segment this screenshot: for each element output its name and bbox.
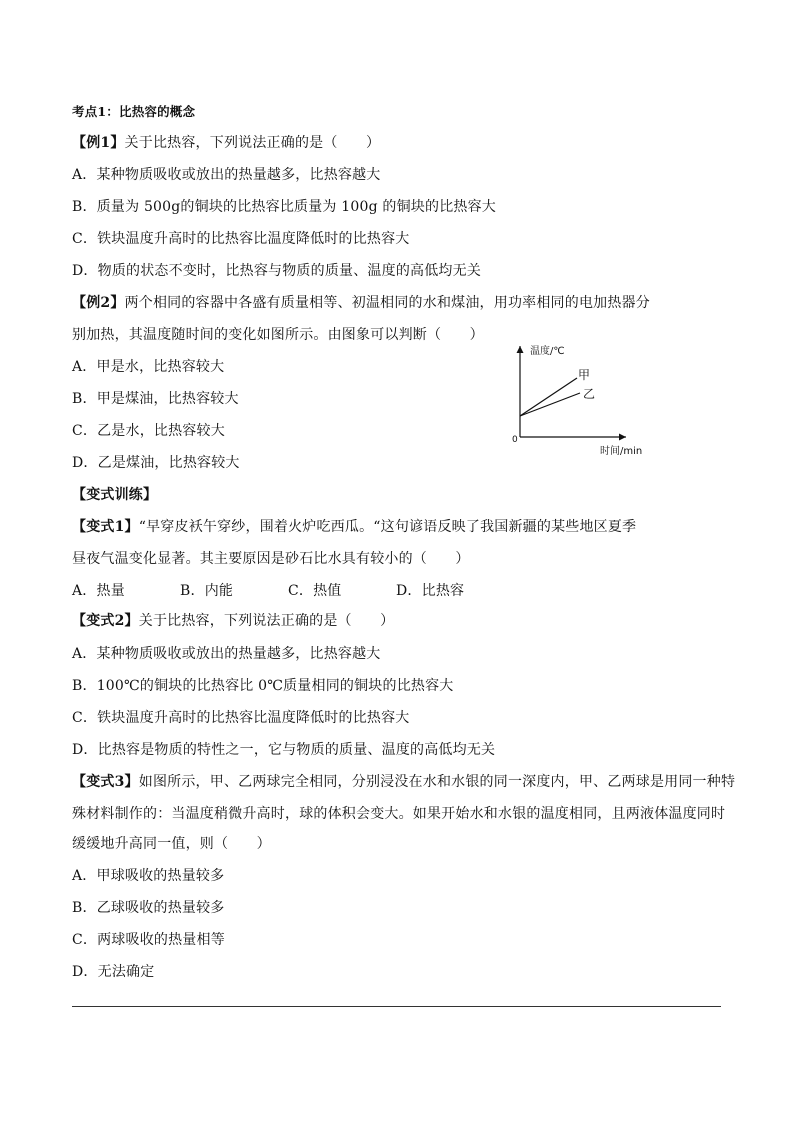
var3-option-c: C．两球吸收的热量相等 bbox=[72, 932, 225, 948]
var2-option-b: B．100℃的铜块的比热容比 0℃质量相同的铜块的比热容大 bbox=[72, 678, 454, 694]
ex1-option-a: A．某种物质吸收或放出的热量越多，比热容越大 bbox=[72, 167, 381, 183]
y-axis-label: 温度/℃ bbox=[530, 346, 565, 357]
ex2-option-b: B．甲是煤油，比热容较大 bbox=[72, 391, 239, 407]
ex1-option-b: B．质量为 500g的铜块的比热容比质量为 100g 的铜块的比热容大 bbox=[72, 199, 497, 215]
temperature-time-graph bbox=[500, 340, 660, 460]
ex1-label: 【例1】 bbox=[72, 135, 125, 151]
ex2-question-line2: 别加热，其温度随时间的变化如图所示。由图象可以判断（ ） bbox=[72, 327, 484, 343]
section-heading: 考点1：比热容的概念 bbox=[72, 104, 196, 119]
footer-divider bbox=[72, 1006, 721, 1007]
var1-question-text: “早穿皮袄午穿纱，围着火炉吃西瓜。“这句谚语反映了我国新疆的某些地区夏季 bbox=[138, 519, 637, 535]
var1-label: 【变式1】 bbox=[72, 519, 139, 535]
x-axis-label: 时间/min bbox=[600, 446, 643, 457]
var2-option-d: D．比热容是物质的特性之一，它与物质的质量、温度的高低均无关 bbox=[72, 742, 496, 758]
var3-question-line2: 殊材料制作的：当温度稍微升高时，球的体积会变大。如果开始水和水银的温度相同，且两液体温度同时 bbox=[72, 806, 726, 822]
var2-question-text: 关于比热容，下列说法正确的是（ ） bbox=[138, 613, 395, 629]
var3-question-text: 如图所示，甲、乙两球完全相同，分别浸没在水和水银的同一深度内，甲、乙两球是用同一种特 bbox=[138, 774, 736, 790]
var3-question-line3: 缓缓地升高同一值，则（ ） bbox=[72, 836, 271, 852]
var2-option-c: C．铁块温度升高时的比热容比温度降低时的比热容大 bbox=[72, 710, 410, 726]
ex1-option-d: D．物质的状态不变时，比热容与物质的质量、温度的高低均无关 bbox=[72, 263, 482, 279]
line-jia-label: 甲 bbox=[578, 368, 591, 382]
var1-question-line2: 昼夜气温变化显著。其主要原因是砂石比水具有较小的（ ） bbox=[72, 551, 470, 567]
ex2-option-c: C．乙是水，比热容较大 bbox=[72, 423, 225, 439]
var1-options bbox=[72, 581, 464, 601]
var3-question-line1 bbox=[72, 772, 735, 792]
var1-question-line1 bbox=[72, 517, 636, 537]
var1-option-a: A．热量 bbox=[72, 583, 125, 599]
var2-question bbox=[72, 611, 394, 631]
var3-option-a: A．甲球吸收的热量较多 bbox=[72, 868, 225, 884]
ex2-label: 【例2】 bbox=[72, 295, 125, 311]
ex2-question-text: 两个相同的容器中各盛有质量相等、初温相同的水和煤油，用功率相同的电加热器分 bbox=[124, 295, 650, 311]
line-yi-label: 乙 bbox=[583, 387, 596, 401]
ex2-option-a: A．甲是水，比热容较大 bbox=[72, 359, 225, 375]
practice-heading: 【变式训练】 bbox=[72, 487, 158, 503]
origin-label: 0 bbox=[512, 435, 518, 445]
ex1-option-c: C．铁块温度升高时的比热容比温度降低时的比热容大 bbox=[72, 231, 410, 247]
var2-option-a: A．某种物质吸收或放出的热量越多，比热容越大 bbox=[72, 646, 381, 662]
ex1-question bbox=[72, 133, 380, 153]
var3-option-d: D．无法确定 bbox=[72, 964, 155, 980]
ex1-question-text: 关于比热容，下列说法正确的是（ ） bbox=[124, 135, 381, 151]
var1-option-d: D．比热容 bbox=[396, 583, 465, 599]
var1-option-c: C．热值 bbox=[288, 583, 342, 599]
var3-option-b: B．乙球吸收的热量较多 bbox=[72, 900, 225, 916]
ex2-option-d: D．乙是煤油，比热容较大 bbox=[72, 455, 240, 471]
var2-label: 【变式2】 bbox=[72, 613, 139, 629]
var3-label: 【变式3】 bbox=[72, 774, 139, 790]
var1-option-b: B．内能 bbox=[180, 583, 234, 599]
ex2-question-line1 bbox=[72, 293, 650, 313]
